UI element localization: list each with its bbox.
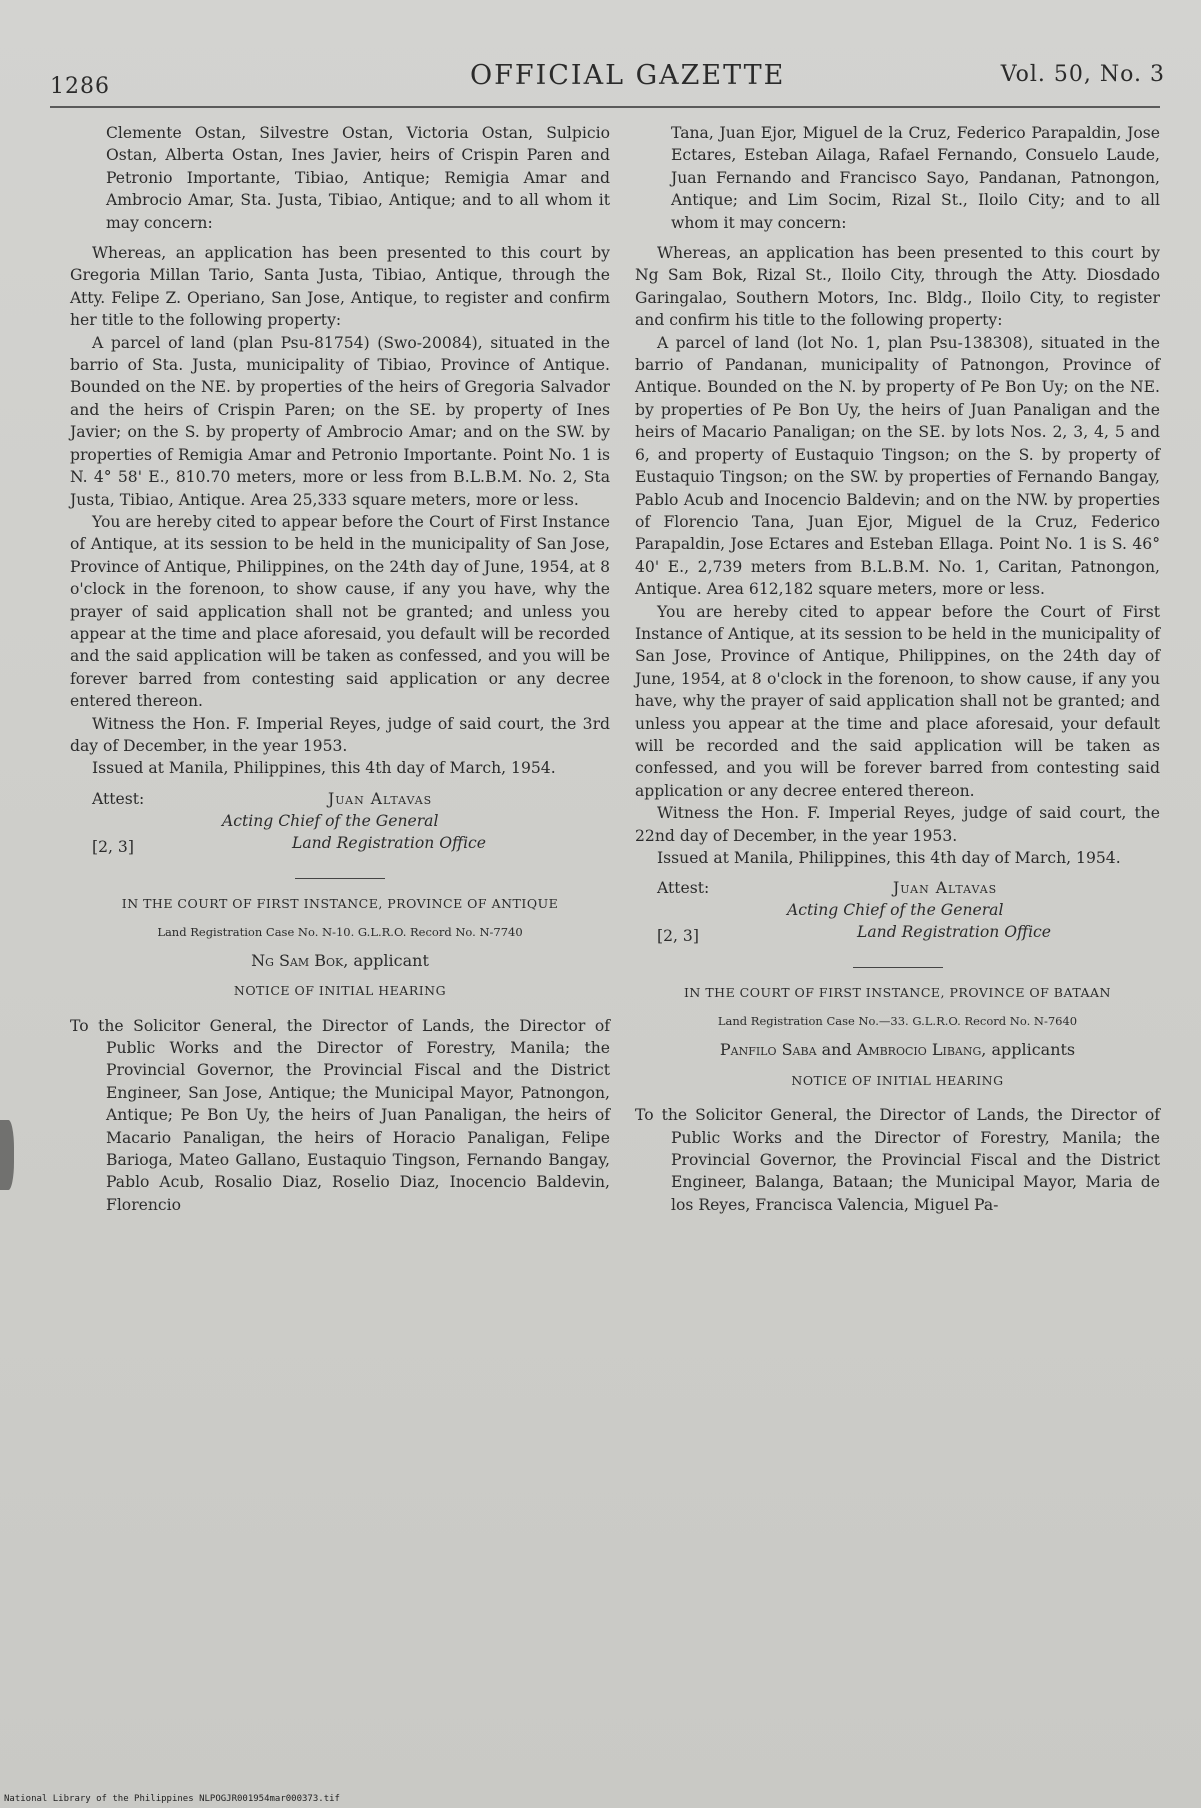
volume-number: Vol. 50, No. 3 bbox=[1000, 62, 1165, 87]
applicant-line bbox=[70, 950, 610, 972]
opening-addressees: Clemente Ostan, Silvestre Ostan, Victoria Ostan, Sulpicio Ostan, Alberta Ostan, Ines Javier, heirs of Crispin Paren and Petronio Importante, Tibiao, Antique; Remigia Amar and Ambrocio Amar, Sta. Justa, Tibiao, Antique; and to all whom it may concern: bbox=[106, 124, 610, 232]
scan-blemish bbox=[0, 1120, 14, 1190]
case-line: Land Registration Case No. N-10. G.L.R.O. Record No. N-7740 bbox=[157, 924, 523, 939]
to-paragraph-continued: Tana, Juan Ejor, Miguel de la Cruz, Federico Parapaldin, Jose Ectares, Esteban Ailaga, Rafael Fernando, Consuelo Laude, Juan Fernando and Francisco Sayo, Pandanan, Patnongon, Antique; and Lim Socim, Rizal St., Iloilo City; and to all whom it may concern: bbox=[671, 124, 1160, 232]
signer-title-line2: Land Registration Office bbox=[857, 923, 1052, 942]
cited-paragraph: You are hereby cited to appear before the Court of First Instance of Antique, at its session to be held in the municipality of San Jose, Province of Antique, Philippines, on the 24th day of June, 1954, at 8 o'clock in the forenoon, to show cause, if any you have, why the prayer of said application shall not be granted; and unless you appear at the time and place aforesaid, your default will be recorded and the said application will be taken as confessed, and you will be forever barred from contesting said application or any decree entered thereon. bbox=[635, 602, 1160, 800]
issued-paragraph: Issued at Manila, Philippines, this 4th day of March, 1954. bbox=[92, 759, 556, 778]
notice-title: NOTICE OF INITIAL HEARING bbox=[233, 983, 447, 999]
applicant-name: Ng Sam Bok bbox=[251, 950, 344, 970]
section-divider bbox=[853, 967, 943, 968]
page-number: 1286 bbox=[50, 74, 110, 99]
signer-name: Juan Altavas bbox=[328, 789, 433, 808]
cited-paragraph: You are hereby cited to appear before the Court of First Instance of Antique, at its session to be held in the municipality of San Jose, Province of Antique, Philippines, on the 24th day of June, 1954, at 8 o'clock in the forenoon, to show cause, if any you have, why the prayer of said application shall not be granted; and unless you appear at the time and place aforesaid, you default will be recorded and the said application will be taken as confessed, and you will be forever barred from contesting said application or any decree entered thereon. bbox=[70, 512, 610, 711]
issue-reference: [2, 3] bbox=[92, 837, 134, 856]
witness-paragraph: Witness the Hon. F. Imperial Reyes, judge of said court, the 22nd day of December, in the year 1953. bbox=[635, 804, 1160, 845]
applicant-line bbox=[635, 1039, 1160, 1061]
signer-name: Juan Altavas bbox=[893, 879, 998, 898]
applicant-suffix: , applicants bbox=[981, 1040, 1076, 1060]
case-line: Land Registration Case No.—33. G.L.R.O. Record No. N-7640 bbox=[717, 1014, 1078, 1029]
issued-paragraph: Issued at Manila, Philippines, this 4th day of March, 1954. bbox=[657, 849, 1121, 867]
court-heading: IN THE COURT OF FIRST INSTANCE, PROVINCE OF ANTIQUE bbox=[121, 895, 559, 911]
left-column bbox=[70, 122, 610, 1216]
scan-footer: National Library of the Philippines NLPOGJR001954mar000373.tif bbox=[4, 1794, 340, 1804]
signer-title-line2: Land Registration Office bbox=[292, 833, 487, 852]
to-paragraph: To the Solicitor General, the Director of Lands, the Director of Public Works and the Director of Forestry, Manila; the Provincial Governor, the Provincial Fiscal and the District Engineer, Balanga, Bataan; the Municipal Mayor, Maria de los Reyes, Francisca Valencia, Miguel Pa- bbox=[635, 1106, 1160, 1214]
section-divider bbox=[295, 878, 385, 879]
notice-title: NOTICE OF INITIAL HEARING bbox=[791, 1072, 1004, 1088]
whereas-paragraph: Whereas, an application has been presented to this court by Ng Sam Bok, Rizal St., Iloilo City, through the Atty. Diosdado Garingalao, Southern Motors, Inc. Bldg., Iloilo City, to register and confirm his title to the following property: bbox=[635, 244, 1160, 330]
attest-block bbox=[635, 877, 1160, 955]
attest-label: Attest: bbox=[657, 879, 710, 898]
page-header bbox=[50, 52, 1170, 102]
issue-reference: [2, 3] bbox=[657, 927, 699, 946]
signer-title-line1: Acting Chief of the General bbox=[222, 811, 439, 830]
publication-title: OFFICIAL GAZETTE bbox=[470, 60, 786, 91]
attest-label: Attest: bbox=[92, 789, 145, 808]
applicant-suffix: , applicant bbox=[343, 950, 429, 970]
court-heading: IN THE COURT OF FIRST INSTANCE, PROVINCE OF BATAAN bbox=[683, 985, 1111, 1001]
right-column bbox=[635, 122, 1160, 1216]
header-rule bbox=[50, 106, 1160, 108]
witness-paragraph: Witness the Hon. F. Imperial Reyes, judge of said court, the 3rd day of December, in the year 1953. bbox=[70, 714, 610, 755]
applicant-name-2: Ambrocio Libang bbox=[856, 1040, 982, 1060]
to-paragraph: To the Solicitor General, the Director of Lands, the Director of Public Works and the Director of Forestry, Manila; the Provincial Governor, the Provincial Fiscal and the District Engineer, San Jose, Antique; the Municipal Mayor, Patnongon, Antique; Pe Bon Uy, the heirs of Juan Panaligan, the heirs of Macario Panaligan, the heirs of Horacio Panaligan, Felipe Barioga, Mateo Gallano, Eustaquio Tingson, Fernando Bangay, Pablo Acub, Rosalio Diaz, Roselio Diaz, Inocencio Baldevin, Florencio bbox=[70, 1016, 610, 1214]
parcel-paragraph: A parcel of land (lot No. 1, plan Psu-138308), situated in the barrio of Pandanan, municipality of Patnongon, Province of Antique. Bounded on the N. by property of Pe Bon Uy; on the NE. by properties of Pe Bon Uy, the heirs of Juan Panaligan and the heirs of Macario Panaligan; on the SE. by lots Nos. 2, 3, 4, 5 and 6, and property of Eustaquio Tingson; on the S. by property of Eustaquio Tingson; on the SW. by properties of Fernando Bangay, Pablo Acub and Inocencio Baldevin; and on the NW. by properties of Florencio Tana, Juan Ejor, Miguel de la Cruz, Federico Parapaldin, Jose Ectares and Esteban Ellaga. Point No. 1 is S. 46° 40' E., 2,739 meters from B.L.B.M. No. 1, Caritan, Patnongon, Antique. Area 612,182 square meters, more or less. bbox=[635, 333, 1160, 599]
signer-title-line1: Acting Chief of the General bbox=[787, 901, 1004, 920]
parcel-paragraph: A parcel of land (plan Psu-81754) (Swo-20084), situated in the barrio of Sta. Justa, municipality of Tibiao, Province of Antique. Bounded on the NE. by properties of the heirs of Gregoria Salvador and the heirs of Crispin Paren; on the SE. by property of Ines Javier; on the S. by property of Ambrocio Amar; and on the SW. by properties of Remigia Amar and Petronio Importante. Point No. 1 is N. 4° 58' E., 810.70 meters, more or less from B.L.B.M. No. 2, Sta Justa, Tibiao, Antique. Area 25,333 square meters, more or less. bbox=[70, 333, 610, 509]
applicant-name-1: Panfilo Saba bbox=[719, 1040, 817, 1060]
applicant-and: and bbox=[816, 1040, 857, 1060]
whereas-paragraph: Whereas, an application has been presented to this court by Gregoria Millan Tario, Santa Justa, Tibiao, Antique, through the Atty. Felipe Z. Operiano, San Jose, Antique, to register and confirm her title to the following property: bbox=[70, 244, 610, 330]
attest-block bbox=[70, 788, 610, 866]
